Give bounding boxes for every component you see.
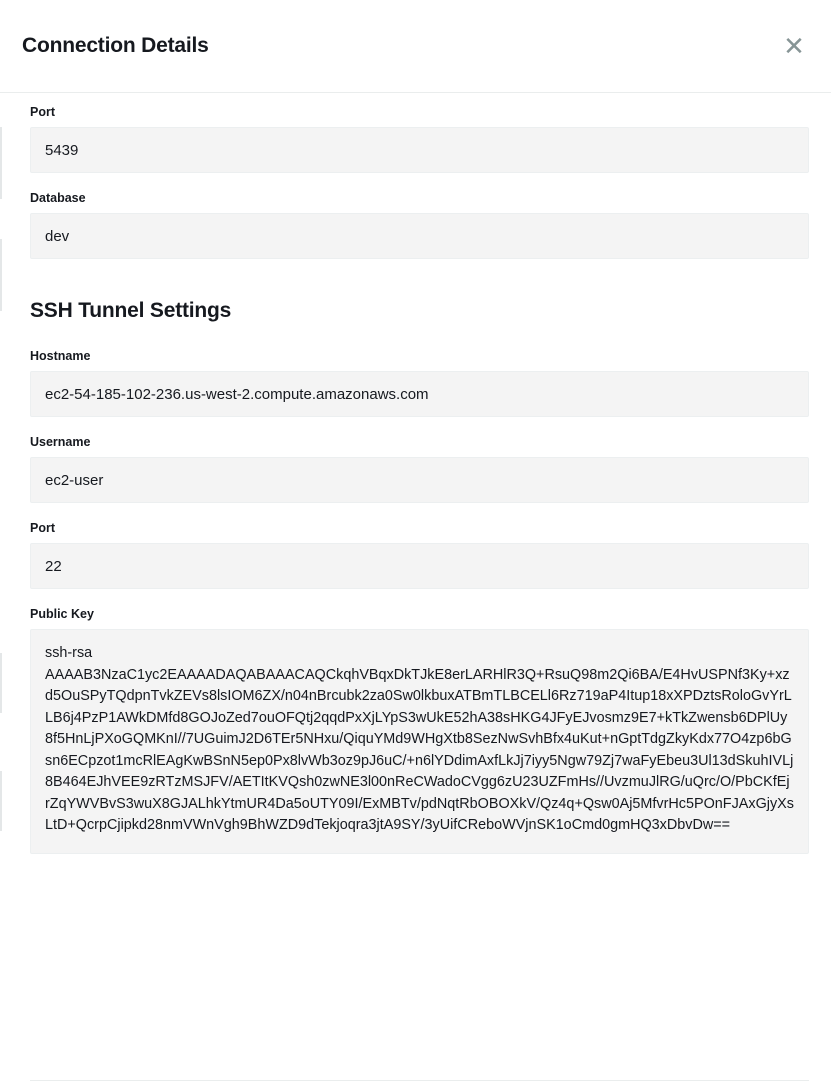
page-title: Connection Details xyxy=(22,34,209,57)
field-ssh-hostname xyxy=(30,349,809,417)
field-public-key xyxy=(30,607,809,854)
public-key-value: AAAAB3NzaC1yc2EAAAADAQABAAACAQCkqhVBqxDkTJkE8erLARHlR3Q+RsuQ98m2Qi6BA/E4HvUSPNf3Ky+xzd5OuSPyTQdpnTvkZEVs8lsIOM6ZX/n04nBrcubk2za0Sw0lkbuxATBmTLBCELl6Rz719aP4Itup18xXPDztsRoloGvYrLLB6j4PzP1AWkDMfd8GOJoZed7ouOFQtj2qqdPxXjLYpS3wUkE52hA38sHKG4JFyEJvosmz9E7+kTkZwensb6DPlUy8f5HnLjPXoGQMKnI//7UGuimJ2D6TEr5NHxu/QiquYMd9WHgXtb8SezNwSvhBfx4uKut+nGptTdgZkyKdx77O4zp6bGsn6ECpzot1mcRlEAgKwBSnN5ep0Px8lvWb3oz9pJ6uC/+n6lYDdimAxfLkJj7iyy5Ngw79Zj7waFyEbeu3Ul13dSkuhIVLj8B464EJhVEE9zRTzMSJFV/AETItKVQsh0zwNE3l00nReCWadoCVgg6zU23UZFmHs//UvzmuJlRG/uQrc/O/PbCKfEjrZqYWVBvS3wuX8GJALhkYtmUR4Da5oUTY09I/ExMBTv/pdNqtRbOBOXkV/Qz4q+Qsw0Aj5MfvrHc5POnFJAxGjyXsLtD+QcrpCjipkd28nmVWnVgh9BhWZD9dTekjoqra3jtA9SY/3yUifCReboWVjnSK1oCmd0gmHQ3xDbvDw== xyxy=(45,666,794,833)
ssh-username-input[interactable]: ec2-user xyxy=(30,457,809,503)
field-ssh-username xyxy=(30,435,809,503)
field-label-ssh-port: Port xyxy=(30,521,55,535)
field-label-ssh-hostname: Hostname xyxy=(30,349,91,363)
field-label-port: Port xyxy=(30,105,55,119)
field-database xyxy=(30,191,809,259)
scroll-edge-marks xyxy=(0,93,3,1081)
field-label-database: Database xyxy=(30,191,86,205)
field-label-ssh-username: Username xyxy=(30,435,91,449)
field-label-public-key: Public Key xyxy=(30,607,94,621)
public-key-type: ssh-rsa xyxy=(45,645,93,661)
field-port xyxy=(30,105,809,173)
public-key-input[interactable] xyxy=(30,629,809,854)
close-icon[interactable]: ✕ xyxy=(779,31,809,61)
field-ssh-port xyxy=(30,521,809,589)
ssh-port-input[interactable]: 22 xyxy=(30,543,809,589)
port-input[interactable]: 5439 xyxy=(30,127,809,173)
modal-body[interactable] xyxy=(0,93,831,1081)
ssh-hostname-input[interactable]: ec2-54-185-102-236.us-west-2.compute.amazonaws.com xyxy=(30,371,809,417)
scroll-content xyxy=(30,93,809,854)
modal-header xyxy=(0,0,831,93)
ssh-tunnel-settings-heading: SSH Tunnel Settings xyxy=(30,299,232,322)
database-input[interactable]: dev xyxy=(30,213,809,259)
